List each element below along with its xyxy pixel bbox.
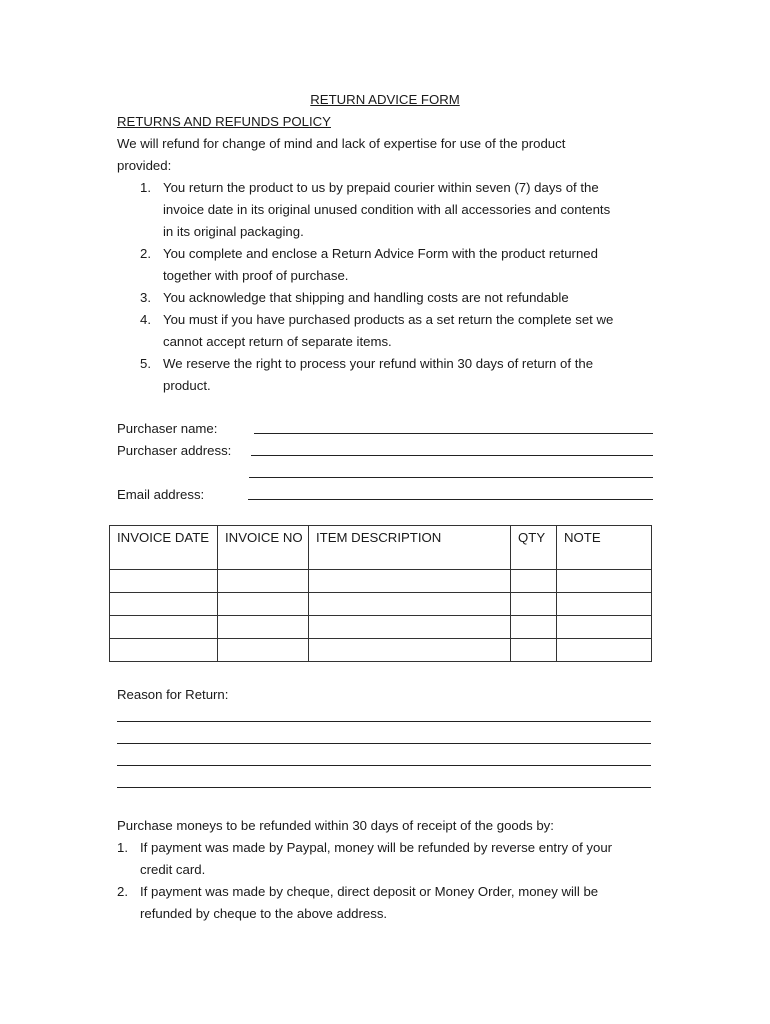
invoice-table-header-row xyxy=(110,526,652,570)
note-cell[interactable] xyxy=(557,616,652,639)
policy-item-5-number: 5. xyxy=(140,356,151,371)
item-description-cell[interactable] xyxy=(309,639,511,662)
policy-item-4-line-2: cannot accept return of separate items. xyxy=(163,334,392,349)
header-qty: QTY xyxy=(511,526,557,570)
policy-intro-line-1: We will refund for change of mind and lack of expertise for use of the product xyxy=(117,136,566,151)
qty-cell[interactable] xyxy=(511,593,557,616)
item-description-cell[interactable] xyxy=(309,593,511,616)
refund-intro: Purchase moneys to be refunded within 30 days of receipt of the goods by: xyxy=(117,818,554,833)
item-description-cell[interactable] xyxy=(309,616,511,639)
reason-field-line-3[interactable] xyxy=(117,765,651,766)
refund-item-1-line-2: credit card. xyxy=(140,862,206,877)
table-row xyxy=(110,593,652,616)
refund-item-2-line-1: If payment was made by cheque, direct deposit or Money Order, money will be xyxy=(140,884,599,899)
invoice-date-cell[interactable] xyxy=(110,593,218,616)
policy-item-2-line-1: You complete and enclose a Return Advice Form with the product returned xyxy=(163,246,598,261)
qty-cell[interactable] xyxy=(511,570,557,593)
note-cell[interactable] xyxy=(557,639,652,662)
form-title: RETURN ADVICE FORM xyxy=(310,92,460,107)
reason-field-line-1[interactable] xyxy=(117,721,651,722)
invoice-no-cell[interactable] xyxy=(218,616,309,639)
policy-intro-line-2: provided: xyxy=(117,158,172,173)
item-description-cell[interactable] xyxy=(309,570,511,593)
purchaser-name-field[interactable] xyxy=(254,433,653,434)
table-row xyxy=(110,616,652,639)
policy-item-4-line-1: You must if you have purchased products as a set return the complete set we xyxy=(163,312,614,327)
note-cell[interactable] xyxy=(557,593,652,616)
header-item-description: ITEM DESCRIPTION xyxy=(309,526,511,570)
invoice-no-cell[interactable] xyxy=(218,570,309,593)
email-address-field[interactable] xyxy=(248,499,653,500)
table-row xyxy=(110,570,652,593)
policy-item-4-number: 4. xyxy=(140,312,151,327)
policy-item-1-number: 1. xyxy=(140,180,151,195)
invoice-no-cell[interactable] xyxy=(218,639,309,662)
policy-item-1-line-2: invoice date in its original unused condition with all accessories and contents xyxy=(163,202,611,217)
policy-item-2-number: 2. xyxy=(140,246,151,261)
invoice-no-cell[interactable] xyxy=(218,593,309,616)
qty-cell[interactable] xyxy=(511,616,557,639)
refund-item-2-number: 2. xyxy=(117,884,128,899)
purchaser-address-label: Purchaser address: xyxy=(117,443,232,458)
purchaser-address-field-line-1[interactable] xyxy=(251,455,653,456)
invoice-date-cell[interactable] xyxy=(110,570,218,593)
refund-item-2-line-2: refunded by cheque to the above address. xyxy=(140,906,388,921)
table-row xyxy=(110,639,652,662)
header-invoice-date: INVOICE DATE xyxy=(110,526,218,570)
refund-item-1-number: 1. xyxy=(117,840,128,855)
reason-label: Reason for Return: xyxy=(117,687,229,702)
policy-item-1-line-1: You return the product to us by prepaid courier within seven (7) days of the xyxy=(163,180,599,195)
policy-item-5-line-1: We reserve the right to process your refund within 30 days of return of the xyxy=(163,356,594,371)
policy-item-2-line-2: together with proof of purchase. xyxy=(163,268,349,283)
reason-field-line-2[interactable] xyxy=(117,743,651,744)
policy-item-3-line-1: You acknowledge that shipping and handling costs are not refundable xyxy=(163,290,569,305)
note-cell[interactable] xyxy=(557,570,652,593)
reason-field-line-4[interactable] xyxy=(117,787,651,788)
policy-item-1-line-3: in its original packaging. xyxy=(163,224,304,239)
policy-item-3-number: 3. xyxy=(140,290,151,305)
refund-item-1-line-1: If payment was made by Paypal, money will be refunded by reverse entry of your xyxy=(140,840,613,855)
invoice-date-cell[interactable] xyxy=(110,616,218,639)
purchaser-name-label: Purchaser name: xyxy=(117,421,218,436)
header-note: NOTE xyxy=(557,526,652,570)
qty-cell[interactable] xyxy=(511,639,557,662)
policy-heading: RETURNS AND REFUNDS POLICY xyxy=(117,114,331,129)
invoice-date-cell[interactable] xyxy=(110,639,218,662)
policy-item-5-line-2: product. xyxy=(163,378,211,393)
email-address-label: Email address: xyxy=(117,487,205,502)
invoice-table xyxy=(109,525,652,662)
purchaser-address-field-line-2[interactable] xyxy=(249,477,653,478)
header-invoice-no: INVOICE NO xyxy=(218,526,309,570)
